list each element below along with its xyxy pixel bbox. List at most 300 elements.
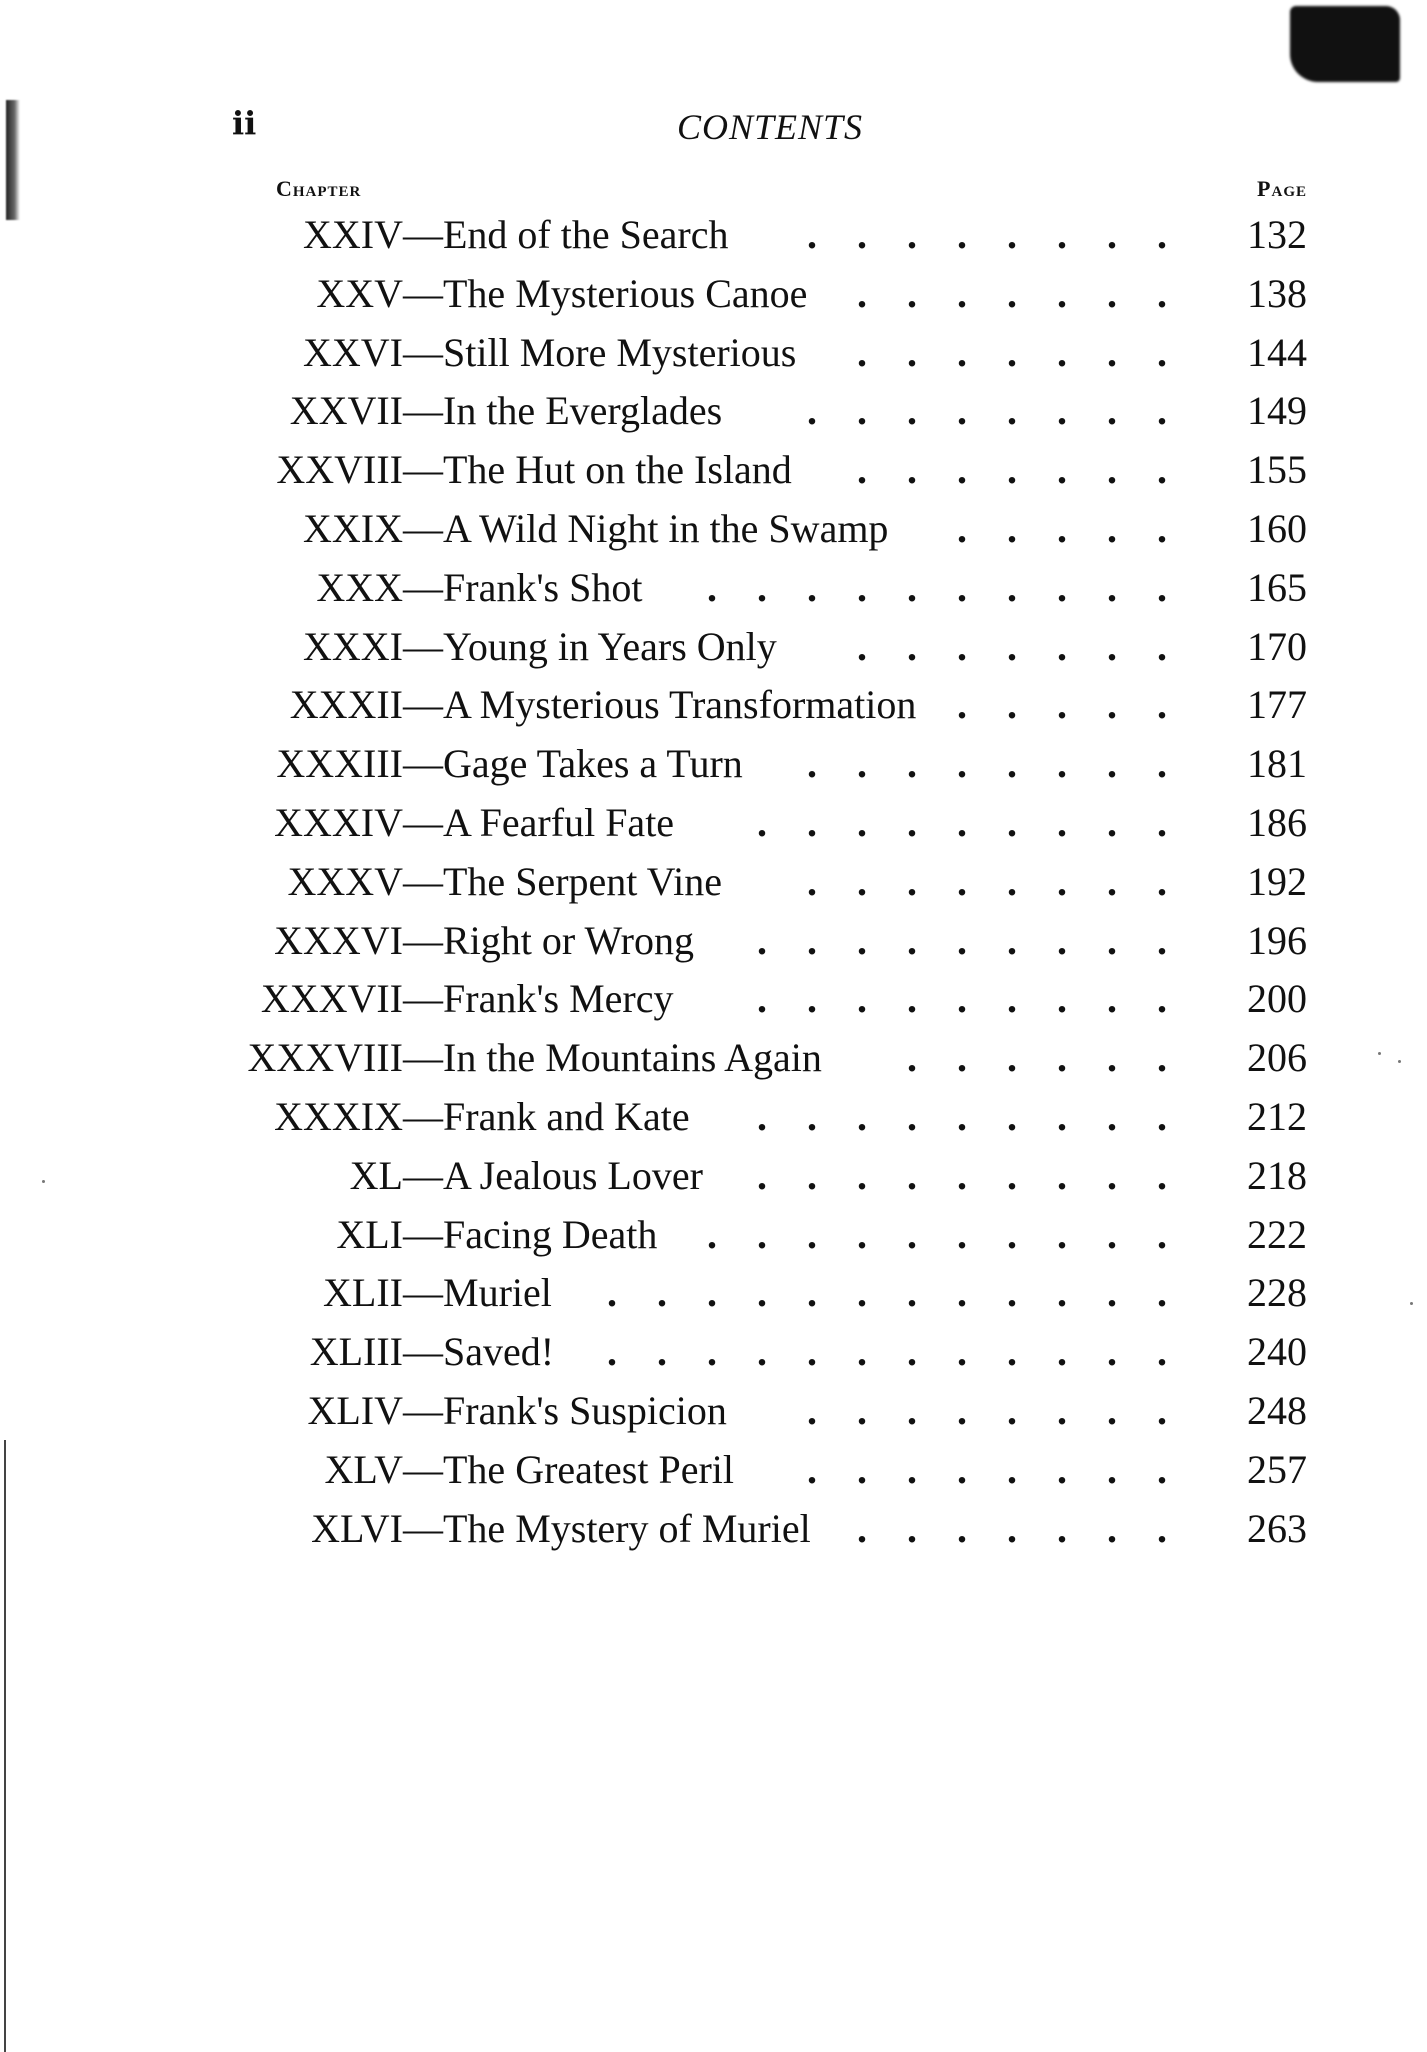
chapter-numeral: XXXVIII: [247, 1035, 403, 1081]
leader-dot: .: [1107, 741, 1117, 787]
leader-dot: .: [1057, 506, 1067, 551]
leader-dot: .: [1157, 447, 1167, 493]
leader-dot: .: [807, 800, 817, 845]
chapter-title: [403, 1441, 734, 1499]
dot-leader: [887, 1029, 1187, 1087]
leader-dot: .: [1007, 1388, 1017, 1433]
leader-dot: .: [807, 858, 817, 904]
leader-dot: .: [807, 1152, 817, 1198]
em-dash: —: [403, 623, 443, 669]
leader-dot: .: [607, 1329, 617, 1375]
scan-corner-mark: [1290, 6, 1400, 82]
leader-dot: .: [1057, 917, 1067, 963]
chapter-title: [403, 559, 642, 617]
toc-entry: [0, 559, 1427, 617]
leader-dot: .: [757, 1152, 767, 1198]
page-reference: 240: [1247, 1329, 1307, 1375]
leader-dot: .: [1007, 682, 1017, 728]
toc-entry: [0, 912, 1427, 970]
leader-dot: .: [907, 447, 917, 493]
chapter-title-text: Frank's Mercy: [443, 976, 674, 1022]
em-dash: —: [403, 1270, 443, 1316]
chapter-numeral: XXXVI: [274, 917, 403, 963]
chapter-title: [403, 206, 728, 264]
leader-dot: .: [907, 1152, 917, 1198]
dot-leader: [837, 618, 1187, 676]
chapter-title-text: In the Mountains Again: [443, 1035, 822, 1081]
leader-dot: .: [1057, 1211, 1067, 1257]
leader-dot: .: [907, 270, 917, 316]
leader-dot: .: [907, 329, 917, 375]
leader-dot: .: [1057, 564, 1067, 610]
leader-dot: .: [1107, 506, 1117, 551]
toc-entry: [0, 1382, 1427, 1440]
column-headings: [0, 176, 1427, 206]
leader-dot: .: [1007, 270, 1017, 316]
em-dash: —: [403, 388, 443, 434]
leader-dot: .: [807, 212, 817, 257]
leader-dot: .: [957, 1211, 967, 1257]
leader-dot: .: [1157, 976, 1167, 1022]
chapter-title: [403, 676, 916, 734]
leader-dot: .: [857, 1152, 867, 1198]
leader-dot: .: [1157, 270, 1167, 316]
leader-dot: .: [957, 1329, 967, 1375]
leader-dot: .: [957, 1388, 967, 1433]
leader-dot: .: [707, 564, 717, 610]
leader-dot: .: [757, 917, 767, 963]
leader-dot: .: [757, 1211, 767, 1257]
leader-dot: .: [1157, 917, 1167, 963]
chapter-numeral: XLV: [324, 1446, 403, 1492]
leader-dot: .: [857, 741, 867, 787]
em-dash: —: [403, 976, 443, 1022]
chapter-title-text: The Hut on the Island: [443, 447, 792, 493]
chapter-title-text: Frank's Suspicion: [443, 1388, 727, 1433]
page-reference: 144: [1247, 329, 1307, 375]
chapter-title: [403, 441, 792, 499]
chapter-title-text: Young in Years Only: [443, 623, 777, 669]
leader-dot: .: [757, 564, 767, 610]
leader-dot: .: [807, 1270, 817, 1316]
leader-dot: .: [1107, 1211, 1117, 1257]
leader-dot: .: [957, 917, 967, 963]
leader-dot: .: [1007, 741, 1017, 787]
page-reference: 218: [1247, 1152, 1307, 1198]
toc-entry: [0, 441, 1427, 499]
leader-dot: .: [1057, 682, 1067, 728]
leader-dot: .: [957, 1505, 967, 1551]
dot-leader: [787, 735, 1187, 793]
dot-leader: [737, 912, 1187, 970]
leader-dot: .: [857, 1094, 867, 1139]
leader-dot: .: [1107, 564, 1117, 610]
page-column-heading: Page: [1257, 176, 1307, 201]
leader-dot: .: [1057, 1329, 1067, 1375]
leader-dot: .: [957, 1270, 967, 1316]
leader-dot: .: [957, 1035, 967, 1081]
em-dash: —: [403, 1446, 443, 1492]
leader-dot: .: [957, 564, 967, 610]
page-reference: 132: [1247, 212, 1307, 257]
toc-entry: [0, 1500, 1427, 1558]
chapter-numeral: XXXI: [303, 623, 403, 669]
toc-entry: [0, 382, 1427, 440]
leader-dot: .: [1007, 1270, 1017, 1316]
leader-dot: .: [807, 976, 817, 1022]
leader-dot: .: [807, 741, 817, 787]
leader-dot: .: [1057, 1388, 1067, 1433]
dot-leader: [737, 794, 1187, 852]
page-reference: 186: [1247, 800, 1307, 845]
leader-dot: .: [807, 564, 817, 610]
em-dash: —: [403, 1035, 443, 1081]
leader-dot: .: [907, 741, 917, 787]
leader-dot: .: [1157, 741, 1167, 787]
leader-dot: .: [1057, 1035, 1067, 1081]
toc-entry: [0, 324, 1427, 382]
toc-entry: [0, 1206, 1427, 1264]
dot-leader: [837, 265, 1187, 323]
chapter-title: [403, 1088, 690, 1146]
chapter-title: [403, 1029, 822, 1087]
em-dash: —: [403, 1505, 443, 1551]
leader-dot: .: [857, 623, 867, 669]
page-reference: 200: [1247, 976, 1307, 1022]
leader-dot: .: [857, 800, 867, 845]
leader-dot: .: [1157, 1446, 1167, 1492]
chapter-numeral: XXVI: [303, 329, 403, 375]
chapter-title-text: In the Everglades: [443, 388, 723, 434]
toc-entry: [0, 1441, 1427, 1499]
leader-dot: .: [1007, 1329, 1017, 1375]
leader-dot: .: [857, 564, 867, 610]
leader-dot: .: [1007, 858, 1017, 904]
leader-dot: .: [1007, 212, 1017, 257]
chapter-title: [403, 853, 722, 911]
toc-entry: [0, 1323, 1427, 1381]
leader-dot: .: [1057, 858, 1067, 904]
toc-entry: [0, 206, 1427, 264]
dot-leader: [937, 500, 1187, 558]
leader-dot: .: [957, 447, 967, 493]
page-reference: 165: [1247, 564, 1307, 610]
chapter-title: [403, 735, 743, 793]
chapter-title-text: A Wild Night in the Swamp: [443, 506, 889, 551]
leader-dot: .: [1157, 506, 1167, 551]
leader-dot: .: [1007, 1152, 1017, 1198]
page-reference: 248: [1247, 1388, 1307, 1433]
dot-leader: [837, 324, 1187, 382]
leader-dot: .: [857, 1329, 867, 1375]
toc-entry: [0, 970, 1427, 1028]
leader-dot: .: [757, 1094, 767, 1139]
leader-dot: .: [1007, 1035, 1017, 1081]
em-dash: —: [403, 329, 443, 375]
leader-dot: .: [857, 976, 867, 1022]
chapter-numeral: XXIX: [303, 506, 403, 551]
leader-dot: .: [807, 1329, 817, 1375]
leader-dot: .: [907, 564, 917, 610]
leader-dot: .: [1157, 1152, 1167, 1198]
em-dash: —: [403, 858, 443, 904]
leader-dot: .: [657, 1270, 667, 1316]
leader-dot: .: [1157, 1094, 1167, 1139]
leader-dot: .: [857, 1446, 867, 1492]
leader-dot: .: [1157, 1388, 1167, 1433]
leader-dot: .: [1107, 1094, 1117, 1139]
em-dash: —: [403, 564, 443, 610]
chapter-title-text: Still More Mysterious: [443, 329, 797, 375]
leader-dot: .: [1157, 1329, 1167, 1375]
chapter-title: [403, 500, 888, 558]
chapter-title-text: The Greatest Peril: [443, 1446, 734, 1492]
chapter-numeral: XXXVII: [260, 976, 403, 1022]
leader-dot: .: [907, 1211, 917, 1257]
leader-dot: .: [707, 1211, 717, 1257]
toc-entry: [0, 500, 1427, 558]
chapter-title: [403, 794, 674, 852]
dot-leader: [787, 853, 1187, 911]
chapter-numeral: XXXV: [287, 858, 403, 904]
chapter-numeral: XXV: [316, 270, 403, 316]
leader-dot: .: [857, 447, 867, 493]
toc-entry: [0, 1147, 1427, 1205]
dot-leader: [687, 559, 1187, 617]
em-dash: —: [403, 1329, 443, 1375]
leader-dot: .: [957, 741, 967, 787]
chapter-numeral: XXXII: [289, 682, 403, 728]
chapter-title-text: End of the Search: [443, 212, 729, 257]
leader-dot: .: [1107, 1270, 1117, 1316]
chapter-title: [403, 618, 777, 676]
chapter-title-text: Gage Takes a Turn: [443, 741, 743, 787]
chapter-title-text: Muriel: [443, 1270, 552, 1316]
leader-dot: .: [1107, 447, 1117, 493]
em-dash: —: [403, 682, 443, 728]
leader-dot: .: [957, 329, 967, 375]
leader-dot: .: [1107, 917, 1117, 963]
leader-dot: .: [1007, 1094, 1017, 1139]
chapter-title: [403, 265, 807, 323]
leader-dot: .: [957, 623, 967, 669]
toc-entry: [0, 853, 1427, 911]
chapter-title-text: The Serpent Vine: [443, 858, 723, 904]
leader-dot: .: [1057, 1446, 1067, 1492]
page-reference: 177: [1247, 682, 1307, 728]
leader-dot: .: [807, 1211, 817, 1257]
leader-dot: .: [957, 858, 967, 904]
leader-dot: .: [1007, 623, 1017, 669]
chapter-numeral: XXVII: [289, 388, 403, 434]
em-dash: —: [403, 917, 443, 963]
leader-dot: .: [907, 1270, 917, 1316]
leader-dot: .: [1057, 1270, 1067, 1316]
leader-dot: .: [907, 623, 917, 669]
page-reference: 170: [1247, 623, 1307, 669]
page-reference: 263: [1247, 1505, 1307, 1551]
chapter-title: [403, 970, 674, 1028]
page-reference: 138: [1247, 270, 1307, 316]
leader-dot: .: [907, 1446, 917, 1492]
leader-dot: .: [907, 388, 917, 434]
leader-dot: .: [907, 1329, 917, 1375]
page-number: ii: [232, 104, 257, 142]
running-head: CONTENTS: [676, 107, 864, 147]
leader-dot: .: [857, 329, 867, 375]
leader-dot: .: [1007, 329, 1017, 375]
page-reference: 196: [1247, 917, 1307, 963]
leader-dot: .: [1107, 1152, 1117, 1198]
toc-entry: [0, 1088, 1427, 1146]
page-reference: 181: [1247, 741, 1307, 787]
leader-dot: .: [1107, 623, 1117, 669]
page-reference: 160: [1247, 506, 1307, 551]
leader-dot: .: [807, 917, 817, 963]
leader-dot: .: [1007, 917, 1017, 963]
leader-dot: .: [1157, 1035, 1167, 1081]
leader-dot: .: [1057, 329, 1067, 375]
leader-dot: .: [1007, 1211, 1017, 1257]
dot-leader: [737, 1088, 1187, 1146]
chapter-title-text: Saved!: [443, 1329, 555, 1375]
em-dash: —: [403, 1152, 443, 1198]
leader-dot: .: [907, 858, 917, 904]
leader-dot: .: [1007, 564, 1017, 610]
leader-dot: .: [957, 1094, 967, 1139]
chapter-title: [403, 1206, 657, 1264]
chapter-title: [403, 1264, 552, 1322]
chapter-title-text: A Mysterious Transformation: [443, 682, 917, 728]
chapter-title: [403, 1382, 727, 1440]
toc-entry: [0, 265, 1427, 323]
leader-dot: .: [907, 212, 917, 257]
leader-dot: .: [707, 1329, 717, 1375]
leader-dot: .: [907, 1505, 917, 1551]
em-dash: —: [403, 506, 443, 551]
leader-dot: .: [1107, 329, 1117, 375]
leader-dot: .: [957, 682, 967, 728]
toc-entry: [0, 735, 1427, 793]
chapter-numeral: XXXIV: [274, 800, 403, 845]
leader-dot: .: [857, 212, 867, 257]
leader-dot: .: [1057, 1152, 1067, 1198]
leader-dot: .: [757, 976, 767, 1022]
leader-dot: .: [957, 976, 967, 1022]
leader-dot: .: [857, 1270, 867, 1316]
leader-dot: .: [1157, 329, 1167, 375]
leader-dot: .: [807, 1094, 817, 1139]
page-reference: 192: [1247, 858, 1307, 904]
chapter-title-text: Frank and Kate: [443, 1094, 690, 1139]
chapter-title: [403, 324, 796, 382]
page-reference: 222: [1247, 1211, 1307, 1257]
page-reference: 206: [1247, 1035, 1307, 1081]
leader-dot: .: [1057, 800, 1067, 845]
leader-dot: .: [857, 917, 867, 963]
leader-dot: .: [957, 1446, 967, 1492]
leader-dot: .: [907, 1094, 917, 1139]
leader-dot: .: [1107, 1446, 1117, 1492]
em-dash: —: [403, 800, 443, 845]
leader-dot: .: [1157, 1505, 1167, 1551]
leader-dot: .: [807, 1388, 817, 1433]
leader-dot: .: [907, 976, 917, 1022]
leader-dot: .: [1057, 623, 1067, 669]
leader-dot: .: [1157, 1211, 1167, 1257]
chapter-numeral: XLVI: [311, 1505, 403, 1551]
dot-leader: [787, 382, 1187, 440]
leader-dot: .: [757, 1270, 767, 1316]
leader-dot: .: [857, 388, 867, 434]
leader-dot: .: [1157, 800, 1167, 845]
chapter-title-text: A Fearful Fate: [443, 800, 675, 845]
leader-dot: .: [607, 1270, 617, 1316]
leader-dot: .: [907, 1035, 917, 1081]
leader-dot: .: [807, 1446, 817, 1492]
page-reference: 212: [1247, 1094, 1307, 1139]
chapter-numeral: XXIV: [303, 212, 403, 257]
leader-dot: .: [957, 270, 967, 316]
leader-dot: .: [1107, 976, 1117, 1022]
chapter-title: [403, 382, 722, 440]
chapter-title: [403, 912, 694, 970]
leader-dot: .: [707, 1270, 717, 1316]
page-reference: 155: [1247, 447, 1307, 493]
chapter-numeral: XLIII: [309, 1329, 403, 1375]
page-header: [0, 100, 1427, 150]
leader-dot: .: [857, 858, 867, 904]
leader-dot: .: [1157, 388, 1167, 434]
leader-dot: .: [1107, 1035, 1117, 1081]
leader-dot: .: [1157, 858, 1167, 904]
dot-leader: [787, 1382, 1187, 1440]
leader-dot: .: [1157, 1270, 1167, 1316]
em-dash: —: [403, 1211, 443, 1257]
chapter-title-text: Right or Wrong: [443, 917, 694, 963]
dot-leader: [837, 441, 1187, 499]
dot-leader: [837, 1500, 1187, 1558]
leader-dot: .: [1107, 682, 1117, 728]
chapter-column-heading: Chapter: [276, 176, 362, 201]
chapter-title: [403, 1500, 811, 1558]
leader-dot: .: [1107, 388, 1117, 434]
chapter-title-text: The Mysterious Canoe: [443, 270, 808, 316]
leader-dot: .: [1007, 800, 1017, 845]
toc-entry: [0, 618, 1427, 676]
em-dash: —: [403, 212, 443, 257]
leader-dot: .: [907, 800, 917, 845]
chapter-title: [403, 1323, 554, 1381]
em-dash: —: [403, 447, 443, 493]
chapter-numeral: XXX: [316, 564, 403, 610]
leader-dot: .: [757, 1329, 767, 1375]
leader-dot: .: [1007, 506, 1017, 551]
chapter-title-text: The Mystery of Muriel: [443, 1505, 811, 1551]
leader-dot: .: [1157, 682, 1167, 728]
leader-dot: .: [1057, 388, 1067, 434]
toc-entry: [0, 1264, 1427, 1322]
dot-leader: [687, 1206, 1187, 1264]
em-dash: —: [403, 741, 443, 787]
leader-dot: .: [1007, 447, 1017, 493]
dot-leader: [737, 970, 1187, 1028]
leader-dot: .: [1007, 976, 1017, 1022]
leader-dot: .: [1107, 858, 1117, 904]
leader-dot: .: [907, 917, 917, 963]
chapter-title: [403, 1147, 703, 1205]
leader-dot: .: [757, 800, 767, 845]
